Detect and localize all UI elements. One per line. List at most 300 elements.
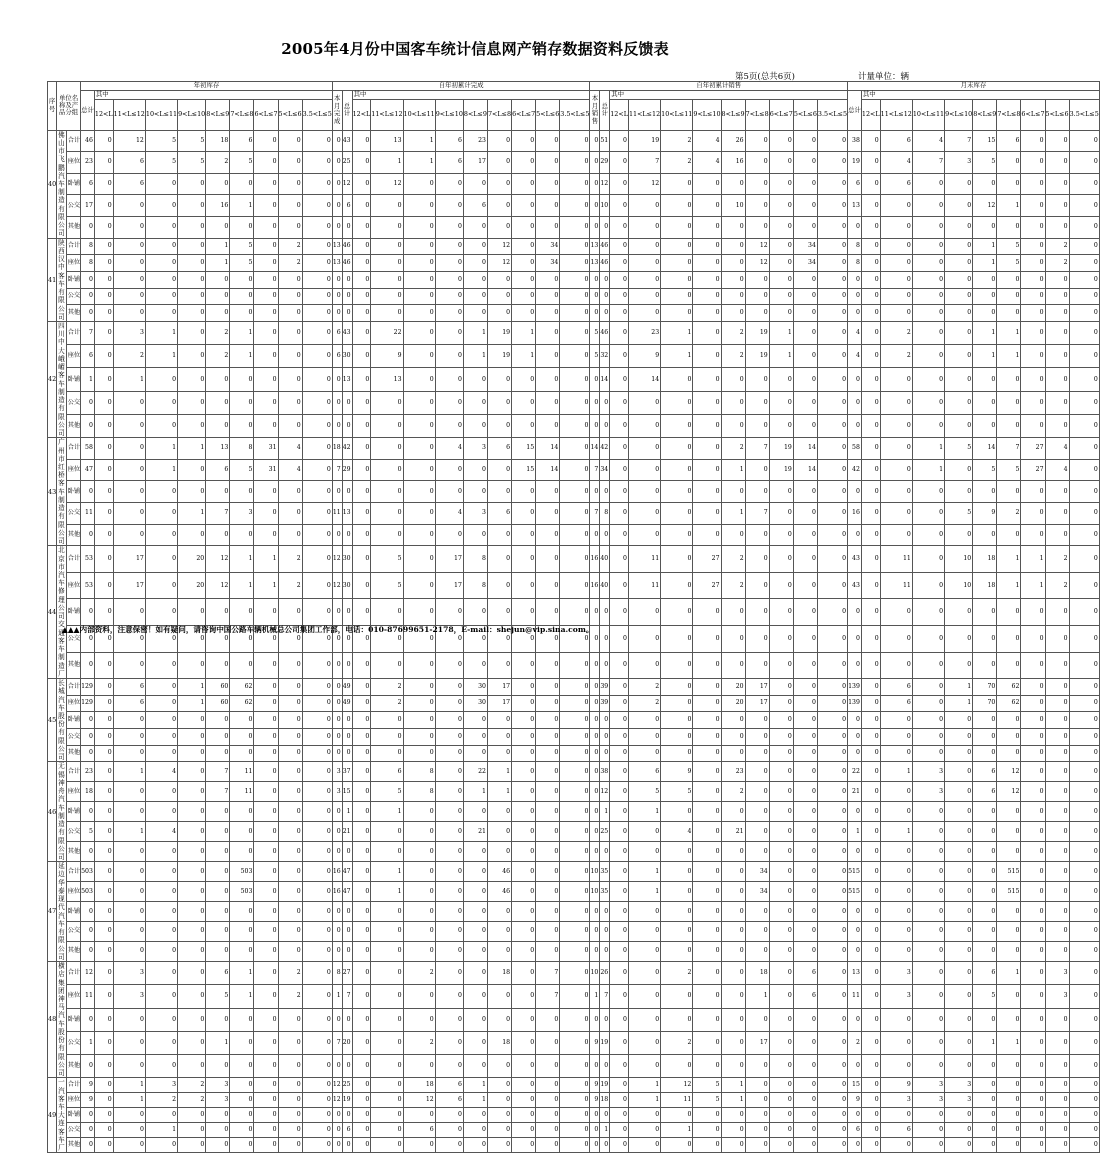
value-cell: 0 (81, 902, 95, 922)
value-cell: 0 (1069, 368, 1099, 391)
value-cell: 0 (973, 173, 997, 195)
value-cell: 1 (628, 882, 660, 902)
value-cell: 0 (560, 962, 590, 985)
value-cell: 0 (254, 345, 278, 368)
value-cell: 0 (435, 1055, 463, 1078)
value-cell: 0 (560, 599, 590, 626)
value-cell: 7 (206, 782, 230, 802)
value-cell: 0 (512, 822, 536, 842)
value-cell: 0 (661, 481, 693, 503)
value-cell: 0 (817, 152, 847, 174)
value-cell: 0 (861, 1108, 880, 1123)
value-cell: 0 (371, 414, 403, 437)
value-cell: 0 (352, 882, 371, 902)
value-cell: 0 (1069, 524, 1099, 546)
value-cell: 0 (145, 195, 177, 217)
value-cell: 0 (94, 862, 113, 882)
value-cell: 0 (610, 1055, 629, 1078)
value-cell: 0 (945, 625, 973, 652)
value-cell: 0 (769, 842, 793, 862)
company-name: 陕西汉中客车有限公司 (58, 238, 65, 321)
value-cell: 0 (600, 842, 610, 862)
value-cell: 0 (1069, 882, 1099, 902)
value-cell: 7 (536, 985, 560, 1008)
value-cell: 0 (973, 1093, 997, 1108)
value-cell: 0 (178, 1138, 206, 1153)
value-cell: 0 (973, 942, 997, 962)
value-cell: 0 (693, 842, 721, 862)
value-cell: 0 (371, 1031, 403, 1054)
value-cell: 0 (945, 173, 973, 195)
value-cell: 3 (912, 782, 944, 802)
value-cell: 0 (793, 762, 817, 782)
value-cell: 0 (861, 321, 880, 344)
value-cell: 6 (113, 173, 145, 195)
value-cell: 0 (745, 1093, 769, 1108)
value-cell: 0 (745, 762, 769, 782)
value-cell: 0 (178, 902, 206, 922)
value-cell: 0 (342, 712, 352, 729)
value-cell: 0 (536, 1078, 560, 1093)
value-cell: 7 (332, 1031, 342, 1054)
value-cell: 0 (848, 305, 862, 322)
value-cell: 0 (628, 985, 660, 1008)
value-cell: 0 (512, 238, 536, 255)
value-cell: 0 (848, 625, 862, 652)
value-cell: 0 (230, 288, 254, 305)
value-cell: 0 (560, 902, 590, 922)
value-cell: 0 (94, 1055, 113, 1078)
value-cell: 0 (113, 305, 145, 322)
value-cell: 0 (769, 305, 793, 322)
value-cell: 2 (145, 1093, 177, 1108)
value-cell: 0 (487, 368, 511, 391)
value-cell: 0 (352, 762, 371, 782)
value-cell: 0 (880, 481, 912, 503)
value-cell: 0 (302, 802, 332, 822)
value-cell: 0 (590, 173, 600, 195)
value-cell: 0 (912, 288, 944, 305)
value-cell: 0 (1021, 503, 1045, 525)
value-cell: 0 (745, 1108, 769, 1123)
value-cell: 0 (352, 1123, 371, 1138)
value-cell: 0 (206, 842, 230, 862)
range-header: 7<L≤8 (997, 99, 1021, 130)
value-cell: 5 (997, 459, 1021, 481)
value-cell: 0 (560, 345, 590, 368)
value-cell: 0 (1021, 599, 1045, 626)
value-cell: 0 (793, 130, 817, 152)
value-cell: 0 (817, 712, 847, 729)
value-cell: 0 (463, 305, 487, 322)
value-cell: 15 (512, 459, 536, 481)
table-row (48, 546, 1100, 573)
value-cell: 139 (848, 695, 862, 712)
value-cell: 0 (178, 599, 206, 626)
value-cell: 0 (487, 195, 511, 217)
value-cell: 2 (113, 345, 145, 368)
value-cell: 0 (512, 524, 536, 546)
value-cell: 0 (94, 762, 113, 782)
value-cell: 0 (560, 503, 590, 525)
value-cell: 0 (536, 305, 560, 322)
value-cell: 0 (487, 130, 511, 152)
value-cell: 0 (254, 288, 278, 305)
value-cell: 0 (880, 195, 912, 217)
value-cell: 2 (628, 679, 660, 696)
value-cell: 0 (94, 985, 113, 1008)
value-cell: 0 (880, 842, 912, 862)
value-cell: 0 (81, 288, 95, 305)
value-cell: 0 (1045, 625, 1069, 652)
value-cell: 0 (278, 822, 302, 842)
value-cell: 16 (332, 882, 342, 902)
value-cell: 0 (206, 599, 230, 626)
value-cell: 0 (600, 1008, 610, 1031)
value-cell: 0 (997, 414, 1021, 437)
value-cell: 3 (113, 962, 145, 985)
value-cell: 0 (536, 1008, 560, 1031)
value-cell: 0 (206, 217, 230, 239)
value-cell: 2 (278, 546, 302, 573)
value-cell: 3 (912, 1093, 944, 1108)
value-cell: 0 (352, 1108, 371, 1123)
value-cell: 0 (230, 842, 254, 862)
value-cell: 3 (145, 1078, 177, 1093)
value-cell: 0 (610, 195, 629, 217)
value-cell: 0 (610, 822, 629, 842)
value-cell: 0 (435, 217, 463, 239)
value-cell: 6 (435, 1078, 463, 1093)
value-cell: 0 (861, 546, 880, 573)
value-cell: 0 (560, 1031, 590, 1054)
value-cell: 0 (230, 414, 254, 437)
range-header: 10<L≤11 (403, 99, 435, 130)
value-cell: 0 (487, 922, 511, 942)
value-cell: 0 (721, 368, 745, 391)
value-cell: 0 (721, 599, 745, 626)
range-header: 7<L≤8 (745, 99, 769, 130)
value-cell: 0 (230, 1031, 254, 1054)
value-cell: 0 (817, 255, 847, 272)
value-cell: 0 (793, 712, 817, 729)
value-cell: 14 (590, 438, 600, 460)
qizhong-header: 其中 (352, 90, 590, 99)
value-cell: 0 (628, 414, 660, 437)
value-cell: 0 (912, 572, 944, 599)
value-cell: 46 (600, 238, 610, 255)
value-cell: 0 (610, 902, 629, 922)
value-cell: 3 (332, 762, 342, 782)
value-cell: 515 (997, 862, 1021, 882)
range-header: 12<L (861, 99, 880, 130)
range-header: 11<L≤12 (371, 99, 403, 130)
value-cell: 0 (463, 459, 487, 481)
value-cell: 0 (861, 962, 880, 985)
value-cell: 7 (332, 459, 342, 481)
value-cell: 23 (81, 152, 95, 174)
value-cell: 0 (721, 1138, 745, 1153)
value-cell: 16 (590, 572, 600, 599)
value-cell: 0 (997, 1008, 1021, 1031)
value-cell: 0 (912, 271, 944, 288)
value-cell: 0 (1069, 152, 1099, 174)
value-cell: 0 (817, 1138, 847, 1153)
value-cell: 0 (512, 652, 536, 679)
value-cell: 18 (973, 572, 997, 599)
value-cell: 0 (94, 962, 113, 985)
value-cell: 18 (487, 1031, 511, 1054)
value-cell: 0 (945, 1108, 973, 1123)
value-cell: 0 (463, 414, 487, 437)
value-cell: 0 (536, 414, 560, 437)
value-cell: 0 (332, 391, 342, 414)
value-cell: 0 (113, 712, 145, 729)
value-cell: 0 (817, 902, 847, 922)
value-cell: 10 (721, 195, 745, 217)
value-cell: 0 (178, 459, 206, 481)
value-cell: 0 (254, 695, 278, 712)
value-cell: 0 (848, 712, 862, 729)
value-cell: 0 (997, 625, 1021, 652)
value-cell: 0 (145, 271, 177, 288)
value-cell: 0 (861, 599, 880, 626)
value-cell: 0 (745, 391, 769, 414)
value-cell: 0 (945, 882, 973, 902)
value-cell: 0 (113, 238, 145, 255)
value-cell: 1 (230, 195, 254, 217)
value-cell: 0 (1021, 195, 1045, 217)
value-cell: 58 (848, 438, 862, 460)
value-cell: 0 (94, 288, 113, 305)
value-cell: 0 (912, 173, 944, 195)
range-header: 6<L≤7 (512, 99, 536, 130)
value-cell: 0 (342, 902, 352, 922)
value-cell: 0 (912, 345, 944, 368)
value-cell: 0 (590, 271, 600, 288)
value-cell: 0 (661, 862, 693, 882)
value-cell: 12 (332, 1078, 342, 1093)
value-cell: 0 (1021, 695, 1045, 712)
value-cell: 0 (560, 862, 590, 882)
value-cell: 0 (463, 625, 487, 652)
value-cell: 1 (973, 238, 997, 255)
value-cell: 11 (81, 985, 95, 1008)
value-cell: 0 (610, 1078, 629, 1093)
value-cell: 0 (332, 712, 342, 729)
value-cell: 6 (332, 345, 342, 368)
value-cell: 0 (1045, 822, 1069, 842)
value-cell: 0 (403, 1138, 435, 1153)
value-cell: 0 (230, 745, 254, 762)
value-cell: 0 (278, 942, 302, 962)
value-cell: 0 (178, 238, 206, 255)
value-cell: 0 (302, 173, 332, 195)
value-cell: 0 (600, 414, 610, 437)
value-cell: 0 (278, 217, 302, 239)
value-cell: 0 (880, 1138, 912, 1153)
value-cell: 0 (81, 1138, 95, 1153)
value-cell: 0 (769, 1123, 793, 1138)
value-cell: 0 (560, 1138, 590, 1153)
value-cell: 19 (600, 1078, 610, 1093)
value-cell: 0 (113, 1031, 145, 1054)
value-cell: 12 (371, 173, 403, 195)
value-cell: 0 (745, 842, 769, 862)
value-cell: 0 (536, 195, 560, 217)
value-cell: 0 (973, 712, 997, 729)
range-header: 10<L≤11 (661, 99, 693, 130)
value-cell: 0 (693, 1138, 721, 1153)
value-cell: 2 (721, 438, 745, 460)
value-cell: 0 (610, 481, 629, 503)
value-cell: 0 (352, 524, 371, 546)
value-cell: 0 (817, 217, 847, 239)
value-cell: 0 (352, 305, 371, 322)
value-cell: 0 (560, 438, 590, 460)
value-cell: 0 (880, 414, 912, 437)
value-cell: 14 (536, 459, 560, 481)
value-cell: 0 (793, 1055, 817, 1078)
value-cell: 0 (302, 652, 332, 679)
value-cell: 0 (487, 1008, 511, 1031)
value-cell: 11 (230, 762, 254, 782)
category-label: 其他 (66, 217, 80, 239)
value-cell: 3 (945, 1078, 973, 1093)
value-cell: 60 (206, 695, 230, 712)
value-cell: 0 (230, 1008, 254, 1031)
value-cell: 0 (997, 173, 1021, 195)
value-cell: 17 (81, 195, 95, 217)
value-cell: 0 (817, 345, 847, 368)
value-cell: 0 (1069, 305, 1099, 322)
value-cell: 0 (912, 305, 944, 322)
table-row (48, 305, 1100, 322)
value-cell: 0 (254, 985, 278, 1008)
value-cell: 5 (945, 503, 973, 525)
value-cell: 0 (721, 625, 745, 652)
value-cell: 0 (1021, 1078, 1045, 1093)
value-cell: 0 (721, 1123, 745, 1138)
value-cell: 0 (254, 255, 278, 272)
value-cell: 0 (912, 802, 944, 822)
value-cell: 0 (536, 321, 560, 344)
value-cell: 0 (861, 862, 880, 882)
value-cell: 0 (817, 695, 847, 712)
value-cell: 0 (945, 729, 973, 746)
value-cell: 0 (487, 1078, 511, 1093)
value-cell: 1 (178, 438, 206, 460)
value-cell: 0 (661, 255, 693, 272)
value-cell: 0 (610, 345, 629, 368)
category-label: 合计 (66, 1078, 80, 1093)
value-cell: 0 (463, 599, 487, 626)
value-cell: 12 (81, 962, 95, 985)
value-cell: 0 (403, 438, 435, 460)
value-cell: 0 (861, 822, 880, 842)
value-cell: 0 (745, 782, 769, 802)
value-cell: 0 (512, 305, 536, 322)
value-cell: 0 (912, 842, 944, 862)
value-cell: 0 (590, 1138, 600, 1153)
value-cell: 0 (1021, 288, 1045, 305)
value-cell: 0 (769, 782, 793, 802)
value-cell: 0 (254, 305, 278, 322)
value-cell: 0 (769, 745, 793, 762)
value-cell: 0 (661, 238, 693, 255)
value-cell: 0 (1045, 1055, 1069, 1078)
value-cell: 26 (721, 130, 745, 152)
value-cell: 0 (610, 842, 629, 862)
value-cell: 38 (848, 130, 862, 152)
value-cell: 0 (793, 1123, 817, 1138)
value-cell: 0 (254, 712, 278, 729)
value-cell: 0 (997, 729, 1021, 746)
value-cell: 0 (254, 822, 278, 842)
value-cell: 0 (145, 217, 177, 239)
value-cell: 0 (403, 625, 435, 652)
value-cell: 0 (590, 524, 600, 546)
value-cell: 0 (487, 305, 511, 322)
value-cell: 0 (769, 729, 793, 746)
value-cell: 0 (560, 217, 590, 239)
value-cell: 0 (435, 802, 463, 822)
value-cell: 0 (352, 745, 371, 762)
category-label: 合计 (66, 862, 80, 882)
value-cell: 0 (793, 481, 817, 503)
value-cell: 0 (352, 438, 371, 460)
value-cell: 5 (945, 438, 973, 460)
category-label: 卧铺 (66, 802, 80, 822)
value-cell: 0 (912, 902, 944, 922)
value-cell: 9 (590, 1031, 600, 1054)
value-cell: 0 (536, 271, 560, 288)
value-cell: 0 (560, 305, 590, 322)
value-cell: 0 (178, 962, 206, 985)
value-cell: 0 (848, 1055, 862, 1078)
value-cell: 1 (145, 1123, 177, 1138)
value-cell: 0 (463, 962, 487, 985)
value-cell: 0 (332, 195, 342, 217)
header-row (48, 90, 1100, 99)
value-cell: 0 (880, 1108, 912, 1123)
value-cell: 1 (403, 152, 435, 174)
value-cell: 0 (371, 822, 403, 842)
value-cell: 0 (435, 599, 463, 626)
value-cell: 0 (113, 195, 145, 217)
value-cell: 30 (342, 345, 352, 368)
value-cell: 0 (352, 288, 371, 305)
value-cell: 19 (600, 1031, 610, 1054)
value-cell: 0 (254, 217, 278, 239)
value-cell: 23 (721, 762, 745, 782)
value-cell: 0 (560, 1123, 590, 1138)
value-cell: 0 (997, 1055, 1021, 1078)
value-cell: 0 (560, 195, 590, 217)
value-cell: 0 (113, 1138, 145, 1153)
value-cell: 9 (973, 503, 997, 525)
value-cell: 0 (661, 922, 693, 942)
value-cell: 129 (81, 679, 95, 696)
value-cell: 0 (1069, 546, 1099, 573)
category-label: 卧铺 (66, 1008, 80, 1031)
value-cell: 32 (600, 345, 610, 368)
value-cell: 0 (912, 712, 944, 729)
value-cell: 40 (600, 572, 610, 599)
value-cell: 21 (342, 822, 352, 842)
value-cell: 1 (487, 782, 511, 802)
value-cell: 0 (254, 414, 278, 437)
